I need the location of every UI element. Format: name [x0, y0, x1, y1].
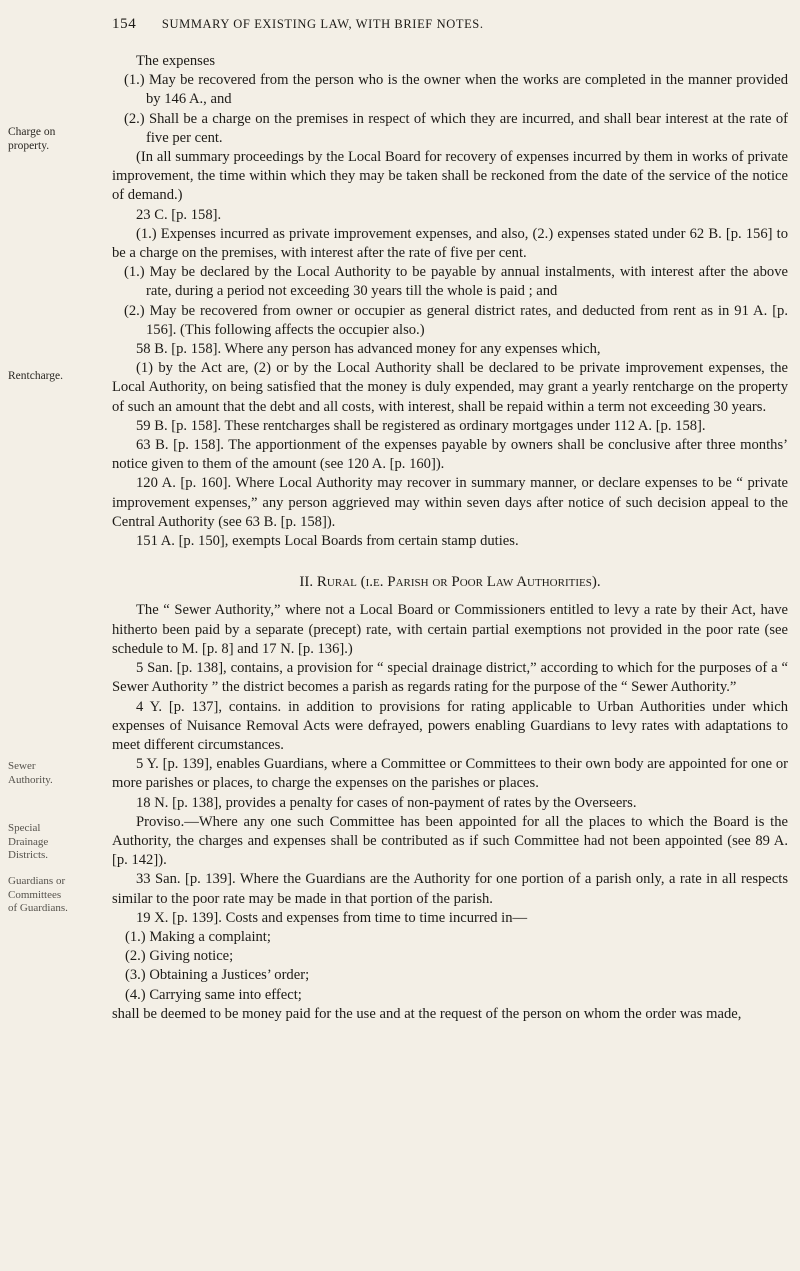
section-heading-text: Rural (i.e. Parish or Poor Law Authorities). [316, 574, 601, 591]
paragraph: 63 B. [p. 158]. The apportionment of the expenses payable by owners shall be conclusive after three months’ notice given to them of the amount (see 120 A. [p. 160]). [112, 437, 788, 473]
paragraph: 120 A. [p. 160]. Where Local Authority may recover in summary manner, or declare expenses to be “ private improvement expenses,” any person aggrieved may within seven days after notice of such decision appeal to the Central Authority (see 63 B. [p. 158]). [112, 475, 788, 530]
paragraph: 4 Y. [p. 137], contains. in addition to provisions for rating applicable to Urban Authorities under which expenses of Nuisance Removal Acts were defrayed, powers enabling Guardians to levy rates with adaptations to meet different circumstances. [112, 698, 788, 753]
margin-note-charge-on-property: Charge on property. [8, 126, 56, 152]
list-item: (1.) Making a complaint; [125, 928, 271, 945]
paragraph: (2.) May be recovered from owner or occupier as general district rates, and deducted from rent as in 91 A. [p. 156]. (This following affects the occupier also.) [124, 302, 788, 338]
list-item: (3.) Obtaining a Justices’ order; [125, 967, 310, 984]
page-body [112, 52, 788, 1024]
paragraph: 33 San. [p. 139]. Where the Guardians are the Authority for one portion of a parish only, a rate in all respects similar to the poor rate may be made in that portion of the parish. [112, 871, 788, 907]
paragraph: shall be deemed to be money paid for the use and at the request of the person on whom the order was made, [112, 1005, 742, 1022]
margin-note-sewer-authority: Sewer Authority. [8, 760, 53, 786]
paragraph: 59 B. [p. 158]. These rentcharges shall be registered as ordinary mortgages under 112 A. [p. 158]. [136, 417, 706, 434]
list-item: (2.) Giving notice; [125, 948, 234, 965]
margin-note-rentcharge: Rentcharge. [8, 370, 64, 382]
paragraph: Proviso.—Where any one such Committee has been appointed for all the places to which the Board is the Authority, the charges and expenses shall be contributed as if such Committee had not been appointed (see 89 A. [p. 142]). [112, 813, 788, 869]
section-heading: II. Rural (i.e. Parish or Poor Law Authorities). [299, 574, 601, 591]
paragraph: 18 N. [p. 138], provides a penalty for cases of non-payment of rates by the Overseers. [136, 794, 637, 811]
paragraph: (1.) May be recovered from the person who is the owner when the works are completed in the manner provided by 146 A., and [124, 72, 788, 108]
paragraph: (2.) Shall be a charge on the premises in respect of which they are incurred, and shall bear interest at the rate of five per cent. [124, 110, 788, 146]
paragraph: (1) by the Act are, (2) or by the Local Authority shall be declared to be private improvement expenses, the Local Authority, on being satisfied that the money is duly expended, may grant a yearly rentcharge on the property of such an amount that the debt and all costs, with interest, shall be repaid within a term not exceeding 30 years. [112, 360, 788, 415]
paragraph: 5 Y. [p. 139], enables Guardians, where a Committee or Committees to their own body are appointed for one or more parishes or places, to charge the expenses on the parishes or places. [112, 756, 788, 792]
page-number: 154 [112, 16, 137, 32]
margin-note-special-drainage: Special Drainage Districts. [8, 822, 49, 861]
paragraph: The expenses [136, 53, 216, 69]
paragraph: (1.) Expenses incurred as private improvement expenses, and also, (2.) expenses stated under 62 B. [p. 156] to be a charge on the premises, with interest after the rate of five per cent. [112, 225, 788, 262]
list-item: (4.) Carrying same into effect; [125, 986, 302, 1003]
paragraph: The “ Sewer Authority,” where not a Local Board or Commissioners entitled to levy a rate by their Act, have hitherto been paid by a separate (precept) rate, with certain partial exemptions not provided in the poor rate (see schedule to M. [p. 8] and 17 N. [p. 136].) [112, 602, 788, 657]
margin-note-guardians: Guardians or Committees of Guardians. [8, 875, 68, 914]
running-title: SUMMARY OF EXISTING LAW, WITH BRIEF NOTES. [161, 17, 484, 31]
paragraph: 19 X. [p. 139]. Costs and expenses from time to time incurred in— [136, 909, 528, 926]
running-header [112, 16, 788, 33]
paragraph: 5 San. [p. 138], contains, a provision for “ special drainage district,” according to which for the purposes of a “ Sewer Authority ” the district becomes a parish as regards rating for the purpose of the “ Sewer Authority.” [112, 660, 788, 696]
paragraph: 151 A. [p. 150], exempts Local Boards from certain stamp duties. [136, 533, 519, 550]
paragraph: (In all summary proceedings by the Local Board for recovery of expenses incurred by them in works of private improvement, the time within which they may be taken shall be reckoned from the date of the service of the notice of demand.) [112, 149, 788, 204]
paragraph: 23 C. [p. 158]. [136, 206, 222, 223]
paragraph: (1.) May be declared by the Local Authority to be payable by annual instalments, with interest after the above rate, during a period not exceeding 30 years till the whole is paid ; and [124, 264, 788, 300]
paragraph: 58 B. [p. 158]. Where any person has advanced money for any expenses which, [136, 341, 601, 358]
